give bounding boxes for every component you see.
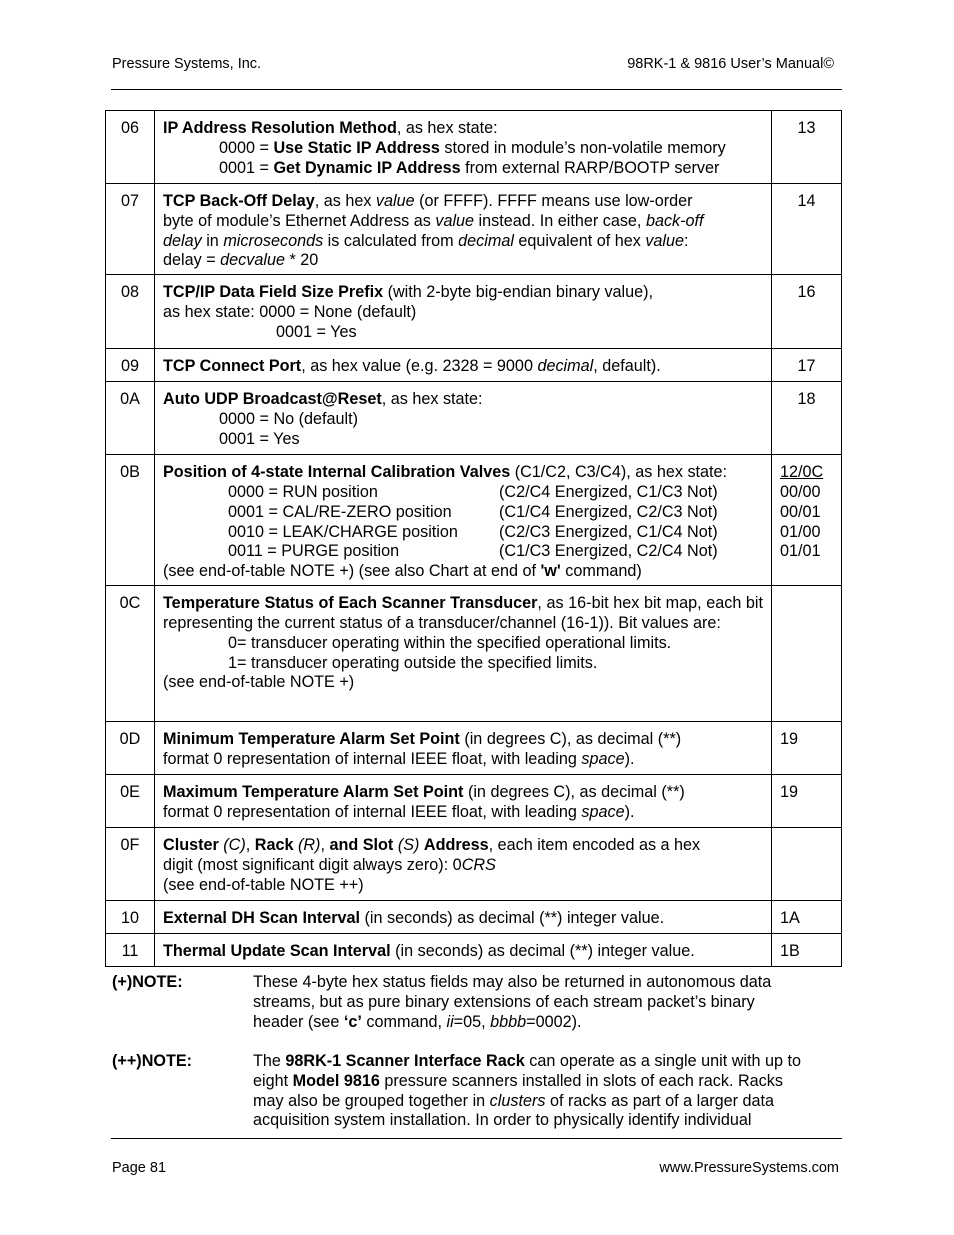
bold-text: Cluster (163, 836, 219, 855)
italic-text: decvalue (220, 251, 285, 270)
text-span: 1= transducer operating outside the specified limits. (228, 653, 598, 672)
row-reference: 14 (772, 184, 842, 275)
text-span: =0002). (526, 1012, 582, 1031)
bold-text: Get Dynamic IP Address (273, 158, 461, 177)
note-line (253, 1072, 842, 1092)
text-span: format 0 representation of internal IEEE float, with leading (163, 749, 582, 768)
row-id: 11 (106, 934, 155, 967)
text-span: (C1/C2, C3/C4), as hex state: (510, 463, 728, 482)
row-description (155, 934, 772, 967)
description-line (163, 483, 763, 503)
bold-text: IP Address Resolution Method (163, 119, 397, 137)
italic-text: bbbb (490, 1012, 527, 1031)
description-line (163, 542, 763, 562)
text-span: header (see (253, 1012, 344, 1031)
text-span: instead. In either case, (474, 211, 646, 230)
row-reference: 13 (772, 111, 842, 184)
valve-energized: (C2/C3 Energized, C1/C4 Not) (499, 522, 718, 541)
row-description (155, 828, 772, 901)
description-line (163, 856, 763, 876)
bold-text: Position of 4-state Internal Calibration Valves (163, 463, 511, 482)
text-span: , as hex state: (381, 390, 483, 409)
description-line (163, 212, 763, 232)
row-id: 06 (106, 111, 155, 184)
row-reference: 19 (772, 722, 842, 775)
text-span: (in degrees C), as decimal (**) (459, 730, 682, 749)
row-id: 0C (106, 586, 155, 722)
description-line (163, 410, 763, 430)
italic-text: space (581, 749, 625, 768)
row-id: 08 (106, 275, 155, 349)
text-span: streams, but as pure binary extensions of each stream packet’s binary (253, 992, 755, 1011)
italic-text: value (375, 192, 415, 210)
row-reference: 1B (772, 934, 842, 967)
italic-text: CRS (461, 855, 496, 874)
text-span: command) (560, 562, 642, 581)
text-span: is calculated from (323, 231, 459, 250)
description-line (163, 119, 763, 139)
bold-text: Temperature Status of Each Scanner Transducer (163, 594, 538, 613)
text-span: ). (624, 749, 635, 768)
bold-text: Thermal Update Scan Interval (163, 942, 391, 961)
description-line (163, 357, 763, 377)
table-row (106, 775, 842, 828)
text-span: The (253, 1052, 286, 1070)
bold-text: Use Static IP Address (273, 138, 440, 157)
description-line (163, 803, 763, 823)
valve-state: 0011 = PURGE position (228, 542, 400, 561)
bold-text: 98RK-1 Scanner Interface Rack (285, 1052, 525, 1070)
text-span: of racks as part of a larger data (545, 1091, 774, 1110)
text-span: eight (253, 1071, 293, 1090)
table-row (106, 455, 842, 586)
description-line (163, 159, 763, 179)
row-reference (772, 828, 842, 901)
description-line (163, 390, 763, 410)
text-span: 0001 = (219, 158, 274, 177)
row-description (155, 901, 772, 934)
row-reference: 18 (772, 382, 842, 455)
text-span: , (245, 836, 255, 855)
bold-text: TCP Back-Off Delay (163, 192, 315, 210)
description-line (163, 654, 763, 674)
text-span: (in degrees C), as decimal (**) (463, 783, 685, 802)
text-span: , default). (593, 357, 661, 376)
reference-value: 00/01 (780, 502, 821, 521)
description-line (163, 942, 763, 962)
valve-state: 0001 = CAL/RE-ZERO position (228, 502, 452, 521)
italic-text: space (581, 802, 625, 821)
bold-text: Auto UDP Broadcast@Reset (163, 390, 382, 409)
text-span: 0001 = Yes (219, 429, 300, 448)
text-span: 0000 = No (default) (219, 409, 359, 428)
text-span: delay = (163, 251, 221, 270)
text-span: (in seconds) as decimal (**) integer value. (390, 942, 695, 961)
table-row (106, 382, 842, 455)
row-id: 10 (106, 901, 155, 934)
table-row (106, 111, 842, 184)
text-span: acquisition system installation. In order to physically identify individual (253, 1111, 752, 1130)
row-reference: 16 (772, 275, 842, 349)
text-span: (with 2-byte big-endian binary value), (383, 283, 654, 302)
description-line (163, 876, 763, 896)
text-span: (see end-of-table NOTE +) (163, 673, 355, 692)
text-span: from external RARP/BOOTP server (460, 158, 720, 177)
text-span: (see end-of-table NOTE +) (see also Chart at end of (163, 562, 541, 581)
italic-text: decimal (458, 231, 514, 250)
reference-value: 01/00 (780, 522, 821, 541)
row-description (155, 382, 772, 455)
italic-text: back-off (645, 211, 704, 230)
text-span: , each item encoded as a hex (488, 836, 701, 855)
italic-text: value (435, 211, 475, 230)
text-span: 0= transducer operating within the specified operational limits. (228, 633, 672, 652)
table-row (106, 349, 842, 382)
valve-state: 0000 = RUN position (228, 482, 378, 501)
row-id: 07 (106, 184, 155, 275)
description-line (163, 730, 763, 750)
text-span: 0001 = Yes (276, 322, 357, 341)
text-span: , as hex value (e.g. 2328 = 9000 (301, 357, 538, 376)
note-label: (++)NOTE: (112, 1052, 193, 1070)
note-line (253, 1052, 842, 1072)
description-line (163, 283, 763, 303)
text-span: , as 16-bit hex bit map, each bit representing the current status of a transducer/channel (16-1)). Bit values are: (163, 594, 764, 632)
description-line (163, 192, 763, 212)
footer-url: www.PressureSystems.com (659, 1160, 839, 1176)
text-span: may also be grouped together in (253, 1091, 490, 1110)
description-line (163, 503, 763, 523)
description-line (163, 523, 763, 543)
text-span: pressure scanners installed in slots of each rack. Racks (379, 1071, 783, 1090)
header-company: Pressure Systems, Inc. (112, 56, 262, 72)
parameter-table (105, 110, 842, 967)
description-line (163, 594, 763, 634)
bold-text: Maximum Temperature Alarm Set Point (163, 783, 464, 802)
text-span: : (684, 231, 689, 250)
reference-value: 00/00 (780, 482, 821, 501)
description-line (163, 430, 763, 450)
description-line (163, 750, 763, 770)
description-line (163, 783, 763, 803)
text-span: in (201, 231, 224, 250)
text-span: ). (624, 802, 635, 821)
note-line (253, 973, 842, 993)
row-reference: 17 (772, 349, 842, 382)
row-id: 0D (106, 722, 155, 775)
row-description (155, 349, 772, 382)
bold-text: Rack (254, 836, 294, 855)
description-line (163, 323, 763, 343)
note-line (253, 1092, 842, 1112)
row-description (155, 775, 772, 828)
header-manual-title: 98RK-1 & 9816 User’s Manual© (627, 56, 834, 72)
text-span: (or FFFF). FFFF means use low-order (414, 192, 693, 210)
text-span: as hex state: 0000 = None (default) (163, 302, 417, 321)
note-line (253, 1013, 842, 1033)
text-span: command, (361, 1012, 447, 1031)
header-rule (111, 89, 842, 90)
row-id: 0F (106, 828, 155, 901)
note-label: (+)NOTE: (112, 973, 183, 991)
row-description (155, 455, 772, 586)
page-number: Page 81 (112, 1160, 167, 1176)
valve-energized: (C2/C4 Energized, C1/C3 Not) (499, 482, 718, 501)
row-reference: 1A (772, 901, 842, 934)
text-span: , as hex (314, 192, 376, 210)
row-reference (772, 586, 842, 722)
text-span: stored in module’s non-volatile memory (439, 138, 726, 157)
bold-text: TCP/IP Data Field Size Prefix (163, 283, 384, 302)
note-line (253, 993, 842, 1013)
description-line (163, 463, 763, 483)
table-row (106, 901, 842, 934)
description-line (163, 673, 763, 693)
row-id: 0E (106, 775, 155, 828)
row-description (155, 184, 772, 275)
bold-text: External DH Scan Interval (163, 909, 361, 928)
text-span: byte of module’s Ethernet Address as (163, 211, 436, 230)
table-row (106, 722, 842, 775)
bold-text: TCP Connect Port (163, 357, 302, 376)
note-text (253, 1052, 842, 1131)
text-span: (in seconds) as decimal (**) integer value. (360, 909, 665, 928)
row-description (155, 111, 772, 184)
reference-value: 01/01 (780, 542, 821, 561)
table-row (106, 828, 842, 901)
text-span: 0000 = (219, 138, 274, 157)
bold-text: Address (423, 836, 489, 855)
description-line (163, 303, 763, 323)
text-span: can operate as a single unit with up to (524, 1052, 801, 1070)
description-line (163, 139, 763, 159)
italic-text: delay (163, 231, 202, 250)
text-span: , as hex state: (396, 119, 498, 137)
row-reference: 19 (772, 775, 842, 828)
italic-text: decimal (537, 357, 594, 376)
bold-text: Model 9816 (292, 1071, 380, 1090)
description-line (163, 836, 763, 856)
reference-value: 12/0C (780, 463, 824, 482)
table-row (106, 275, 842, 349)
valve-energized: (C1/C4 Energized, C2/C3 Not) (499, 502, 718, 521)
valve-state: 0010 = LEAK/CHARGE position (228, 522, 458, 541)
note-text (253, 973, 842, 1032)
italic-text: (R) (297, 836, 321, 855)
text-span: , (320, 836, 330, 855)
italic-text: microseconds (223, 231, 324, 250)
text-span: digit (most significant digit always zero): 0 (163, 855, 462, 874)
table-row (106, 184, 842, 275)
description-line (163, 232, 763, 252)
italic-text: (S) (397, 836, 420, 855)
bold-text: ‘c’ (343, 1012, 362, 1031)
text-span: format 0 representation of internal IEEE float, with leading (163, 802, 582, 821)
text-span: (see end-of-table NOTE ++) (163, 875, 364, 894)
bold-text: 'w' (540, 562, 561, 581)
row-id: 0B (106, 455, 155, 586)
text-span: =05, (453, 1012, 491, 1031)
italic-text: value (645, 231, 685, 250)
table-row (106, 586, 842, 722)
valve-energized: (C1/C3 Energized, C2/C4 Not) (499, 542, 718, 561)
row-id: 09 (106, 349, 155, 382)
description-line (163, 562, 763, 582)
row-reference (772, 455, 842, 586)
footer-rule (111, 1138, 842, 1139)
row-description (155, 586, 772, 722)
row-description (155, 722, 772, 775)
italic-text: (C) (223, 836, 246, 855)
row-description (155, 275, 772, 349)
note-plus-plus (112, 1052, 842, 1131)
table-row (106, 934, 842, 967)
note-plus (112, 973, 842, 1032)
text-span: * 20 (284, 251, 319, 270)
bold-text: and Slot (329, 836, 394, 855)
italic-text: ii (446, 1012, 454, 1031)
bold-text: Minimum Temperature Alarm Set Point (163, 730, 460, 749)
text-span: equivalent of hex (513, 231, 646, 250)
note-line (253, 1111, 842, 1131)
description-line (163, 909, 763, 929)
description-line (163, 251, 763, 271)
row-id: 0A (106, 382, 155, 455)
description-line (163, 634, 763, 654)
text-span: These 4-byte hex status fields may also be returned in autonomous data (253, 973, 772, 991)
italic-text: clusters (489, 1091, 546, 1110)
